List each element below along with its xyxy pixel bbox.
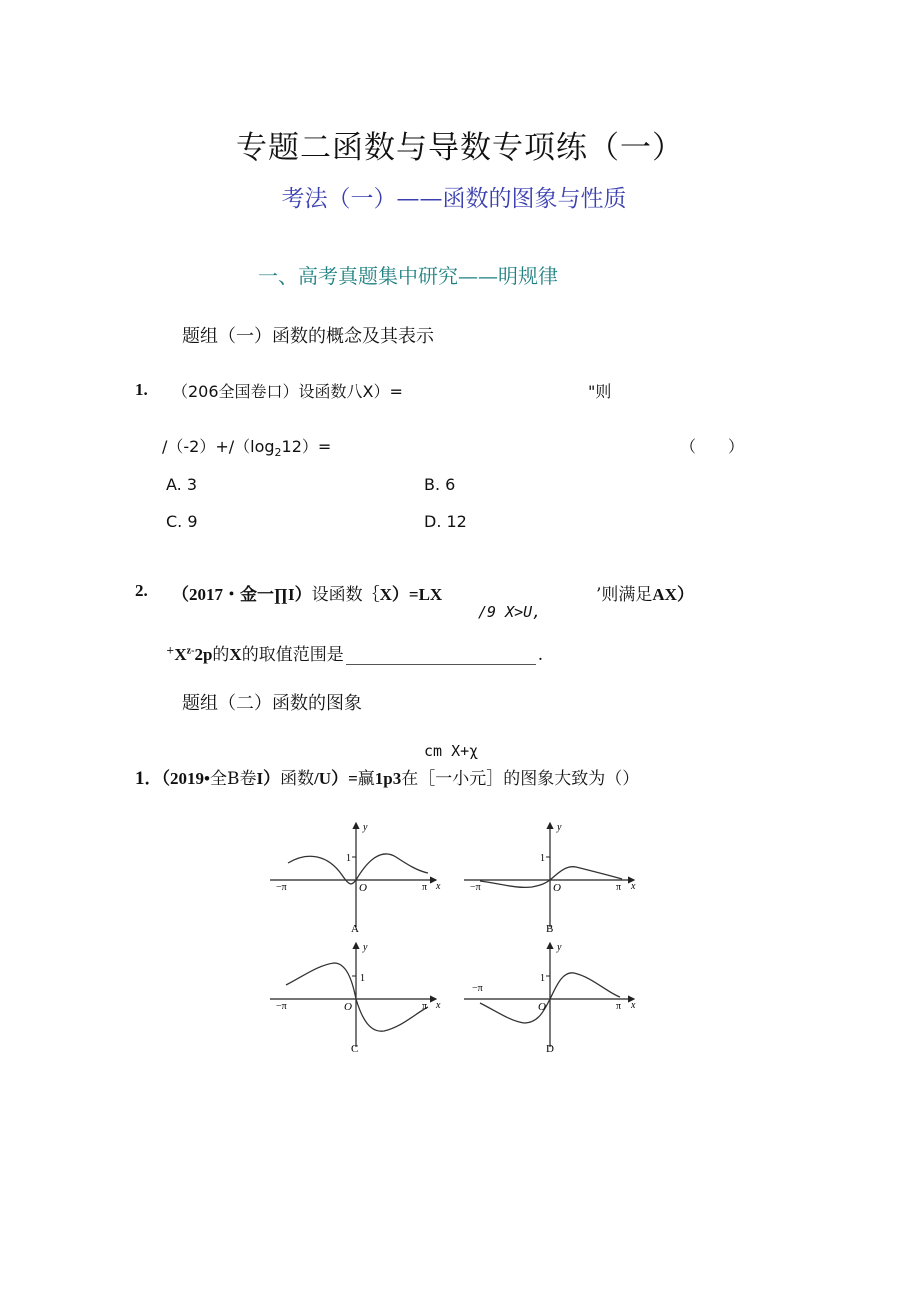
g1-q2-line2 xyxy=(166,640,543,665)
graph-d-y-label: y xyxy=(557,942,562,953)
g1-q1-expr-sub: 2 xyxy=(274,446,282,460)
graph-c xyxy=(270,942,441,1055)
g1-q2-source-a: （2017・金一∏I） xyxy=(172,585,312,604)
g1-q2-piece2: /9 X>U, xyxy=(478,603,542,621)
g1-q2-line2-a: X xyxy=(174,645,187,664)
g1-q1-option-d: D. 12 xyxy=(424,512,467,531)
g1-q1-option-b: B. 6 xyxy=(424,475,456,494)
g1-q1-expression xyxy=(162,434,331,459)
group1-label: 题组（一）函数的概念及其表示 xyxy=(182,326,434,347)
graph-d-pi: π xyxy=(616,1001,622,1012)
page-subtitle: 考法（一）——函数的图象与性质 xyxy=(281,186,627,212)
graph-c-pi: π xyxy=(422,1001,428,1012)
graph-d-option: D xyxy=(546,1043,554,1055)
g1-q2-number: 2. xyxy=(135,581,148,600)
graph-a-x-label: x xyxy=(436,881,441,892)
graph-a-pi: π xyxy=(422,882,428,893)
g1-q1-source: （206全国卷口）设函数八X）= xyxy=(172,382,403,401)
graph-a-origin: O xyxy=(359,882,367,894)
g2-q1-source-c: I） xyxy=(256,769,281,788)
g1-q1-option-c: C. 9 xyxy=(166,512,198,531)
graph-c-origin: O xyxy=(344,1001,352,1013)
g1-q2-sup: + xyxy=(166,645,175,657)
graph-d-neg-pi: −π xyxy=(472,983,483,994)
graph-a-neg-pi: −π xyxy=(276,882,287,893)
g1-q2-sup2: z- xyxy=(186,645,195,657)
g2-q1-fraction-top: cm X+χ xyxy=(424,742,479,760)
graph-d-one: 1 xyxy=(540,973,545,984)
g2-q1-source-d: 函数 xyxy=(280,769,315,789)
g2-q1-source-e: /U）= xyxy=(314,769,358,788)
g1-q2-tail xyxy=(596,580,694,605)
g2-q1-source-h: 在［一小元］的图象大致为（） xyxy=(401,769,640,789)
g2-q1-source-a: ．（2019• xyxy=(144,769,210,788)
graph-b-y-label: y xyxy=(557,822,562,833)
g1-q1-answer-paren: （ ） xyxy=(680,437,745,456)
graph-b-curve xyxy=(480,867,622,888)
g1-q2-tail-b: AX） xyxy=(652,585,694,604)
g1-q2-line2-c: 的 xyxy=(212,645,230,665)
group2-label: 题组（二）函数的图象 xyxy=(182,693,362,714)
g1-q2-line2-end: . xyxy=(537,645,544,665)
graph-a-one: 1 xyxy=(346,853,351,864)
g1-q2-source-c: X）=LX xyxy=(379,585,443,604)
graph-b-one: 1 xyxy=(540,853,545,864)
g1-q2-line2-b: 2p xyxy=(194,645,213,664)
g2-q1-source-f: 赢 xyxy=(357,769,375,789)
function-graphs xyxy=(262,815,652,1065)
graph-b-option: B xyxy=(546,923,554,935)
g1-q1-expr-end: 12）= xyxy=(281,437,332,456)
g1-q1-number: 1. xyxy=(135,380,148,399)
graph-c-y-label: y xyxy=(363,942,368,953)
graph-a-y-label: y xyxy=(363,822,368,833)
graph-c-curve xyxy=(286,963,428,1031)
g2-q1-source-b: 全B卷 xyxy=(209,769,257,789)
graph-d xyxy=(464,942,636,1055)
graph-d-origin: O xyxy=(538,1001,546,1013)
graph-b-neg-pi: −π xyxy=(470,882,481,893)
g2-q1-number: 1 xyxy=(135,768,145,789)
g1-q1-option-a: A. 3 xyxy=(166,475,198,494)
graph-b-pi: π xyxy=(616,882,622,893)
page-title: 专题二函数与导数专项练（一） xyxy=(236,130,684,166)
graph-c-x-label: x xyxy=(436,1000,441,1011)
graph-a xyxy=(270,822,441,935)
section-heading: 一、高考真题集中研究——明规律 xyxy=(258,264,558,288)
graph-b-origin: O xyxy=(553,882,561,894)
g1-q2-tail-a: ’则满足 xyxy=(596,585,653,605)
graph-b xyxy=(464,822,636,935)
answer-blank xyxy=(346,648,536,665)
g1-q2-source xyxy=(172,580,442,605)
graph-c-neg-pi: −π xyxy=(276,1001,287,1012)
g1-q1-tail: "则 xyxy=(588,382,612,401)
g1-q2-line2-e: 的取值范围是 xyxy=(241,645,344,665)
g2-q1-line xyxy=(135,764,639,790)
g2-q1-source-g: 1p3 xyxy=(374,769,402,788)
g1-q1-expr: /（-2）+/（log xyxy=(162,437,275,456)
g1-q2-source-b: 设函数｛ xyxy=(311,585,380,605)
graphs-svg xyxy=(262,815,652,1065)
graph-b-x-label: x xyxy=(631,881,636,892)
g1-q2-line2-d: X xyxy=(229,645,242,664)
graph-a-option: A xyxy=(351,923,359,935)
graph-c-one: 1 xyxy=(360,973,365,984)
graph-c-option: C xyxy=(351,1043,359,1055)
graph-d-x-label: x xyxy=(631,1000,636,1011)
